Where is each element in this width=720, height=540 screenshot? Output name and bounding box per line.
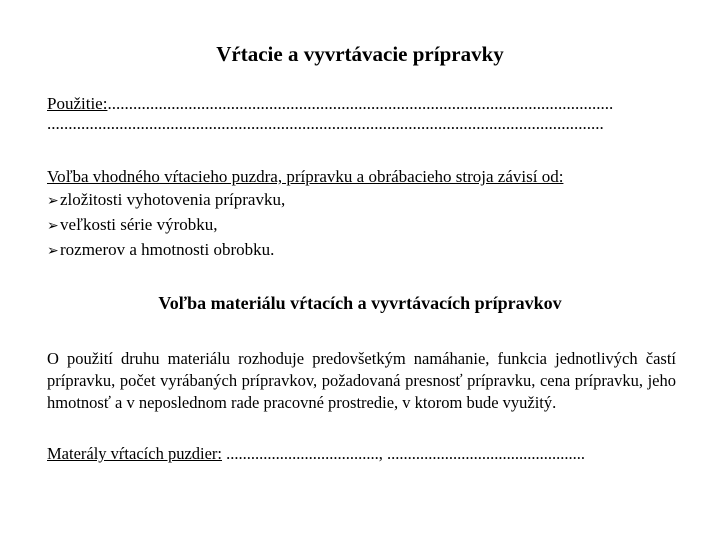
usage-label: Použitie:: [47, 94, 108, 113]
list-item-text: zložitosti vyhotovenia prípravku,: [60, 190, 286, 209]
materials-separator: ,: [378, 444, 383, 463]
usage-dots-1: .......................................................................................................................: [107, 94, 614, 113]
section-subtitle: Voľba materiálu vŕtacích a vyvrtávacích prípravkov: [158, 293, 562, 313]
list-item-text: veľkosti série výrobku,: [60, 215, 218, 234]
list-item: [47, 190, 285, 211]
usage-line-1: [47, 94, 613, 114]
materials-dots-1: .....................................: [226, 444, 379, 463]
materials-label: Materály vŕtacích puzdier:: [47, 444, 222, 463]
materials-paragraph: O použití druhu materiálu rozhoduje predovšetkým namáhanie, funkcia jednotlivých častí prípravku, počet vyrábaných prípravkov, požadovaná presnosť prípravku, cena prípravku, jeho hmotnosť a v neposlednom rade pracovné prostredie, v ktorom bude využitý.: [47, 349, 676, 412]
arrow-bullet-icon: ➢: [47, 218, 59, 234]
arrow-bullet-icon: ➢: [47, 193, 59, 209]
usage-dots-2: ...................................................................................................................................: [47, 114, 604, 133]
list-item-text: rozmerov a hmotnosti obrobku.: [60, 240, 275, 259]
page-title: Vŕtacie a vyvrtávacie prípravky: [216, 42, 504, 66]
arrow-bullet-icon: ➢: [47, 243, 59, 259]
usage-line-2: [47, 114, 604, 134]
choice-heading: Voľba vhodného vŕtacieho puzdra, prípravku a obrábacieho stroja závisí od:: [47, 167, 564, 186]
list-item: [47, 215, 218, 236]
list-item: [47, 240, 274, 261]
materials-line: [47, 443, 585, 465]
materials-dots-2: ................................................: [387, 444, 585, 463]
